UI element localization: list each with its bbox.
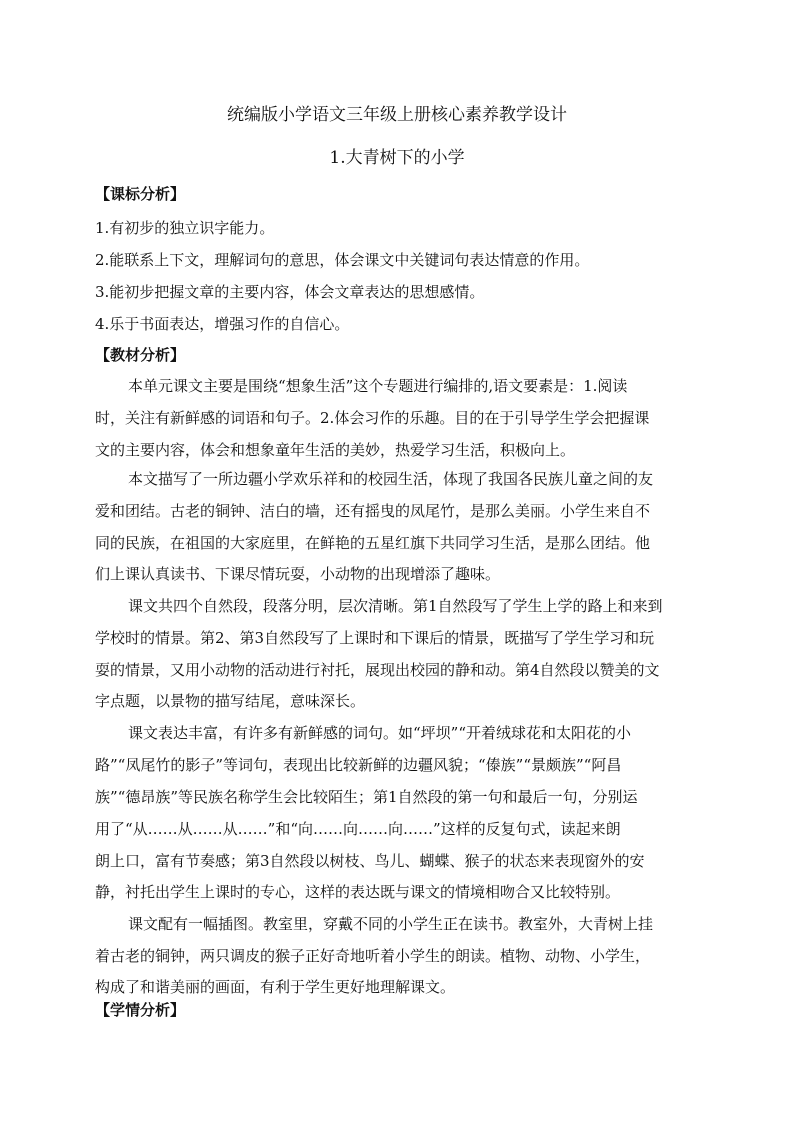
paragraph-line: 爱和团结。古老的铜钟、洁白的墙，还有摇曳的凤尾竹，是那么美丽。小学生来自不	[95, 502, 651, 520]
paragraph-line: 课文表达丰富，有许多有新鲜感的词句。如“坪坝”“开着绒球花和太阳花的小	[128, 724, 632, 742]
paragraph-line: 本单元课文主要是围绕“想象生活”这个专题进行编排的,语文要素是：1.阅读	[128, 377, 628, 395]
paragraph-line: 字点题，以景物的描写结尾，意味深长。	[95, 692, 366, 710]
paragraph-line: 学校时的情景。第2、第3自然段写了上课时和下课后的情景，既描写了学生学习和玩	[95, 629, 655, 647]
paragraph-line: 族”“德昂族”等民族名称学生会比较陌生；第1自然段的第一句和最后一句，分别运	[95, 788, 638, 806]
curriculum-item: 4.乐于书面表达，增强习作的自信心。	[95, 315, 350, 333]
paragraph-line: 静，衬托出学生上课时的专心，这样的表达既与课文的情境相吻合又比较特别。	[95, 883, 621, 901]
paragraph-line: 同的民族，在祖国的大家庭里，在鲜艳的五星红旗下共同学习生活，是那么团结。他	[95, 534, 651, 552]
curriculum-item: 2.能联系上下文，理解词句的意思，体会课文中关键词句表达情意的作用。	[95, 251, 590, 269]
curriculum-item: 1.有初步的独立识字能力。	[95, 219, 275, 237]
lesson-title: 1.大青树下的小学	[329, 148, 465, 168]
paragraph-line: 本文描写了一所边疆小学欢乐祥和的校园生活，体现了我国各民族儿童之间的友	[128, 470, 654, 488]
curriculum-item: 3.能初步把握文章的主要内容，体会文章表达的思想感情。	[95, 283, 485, 301]
paragraph-line: 用了“从……从……从……”和“向……向……向……”这样的反复句式，读起来朗	[95, 820, 621, 838]
paragraph-line: 着古老的铜钟，两只调皮的猴子正好奇地听着小学生的朗读。植物、动物、小学生，	[95, 947, 651, 965]
paragraph-line: 时，关注有新鲜感的词语和句子。2.体会习作的乐趣。目的在于引导学生学会把握课	[95, 409, 650, 427]
section-heading-learner: 【学情分析】	[95, 1001, 186, 1019]
paragraph-line: 课文配有一幅插图。教室里，穿戴不同的小学生正在读书。教室外，大青树上挂	[128, 915, 654, 933]
paragraph-line: 文的主要内容，体会和想象童年生活的美妙，热爱学习生活，积极向上。	[95, 441, 576, 459]
section-heading-textbook: 【教材分析】	[95, 346, 186, 364]
document-title: 统编版小学语文三年级上册核心素养教学设计	[227, 105, 567, 125]
paragraph-line: 课文共四个自然段，段落分明，层次清晰。第1自然段写了学生上学的路上和来到	[128, 597, 663, 615]
section-heading-curriculum: 【课标分析】	[95, 185, 186, 203]
paragraph-line: 们上课认真读书、下课尽情玩耍，小动物的出现增添了趣味。	[95, 565, 501, 583]
paragraph-line: 朗上口，富有节奏感；第3自然段以树枝、鸟儿、蝴蝶、猴子的状态来表现窗外的安	[95, 852, 645, 870]
paragraph-line: 耍的情景，又用小动物的活动进行衬托，展现出校园的静和动。第4自然段以赞美的文	[95, 661, 660, 679]
paragraph-line: 构成了和谐美丽的画面，有利于学生更好地理解课文。	[95, 978, 456, 996]
paragraph-line: 路”“凤尾竹的影子”等词句，表现出比较新鲜的边疆风貌；“傣族”“景颇族”“阿昌	[95, 756, 622, 774]
